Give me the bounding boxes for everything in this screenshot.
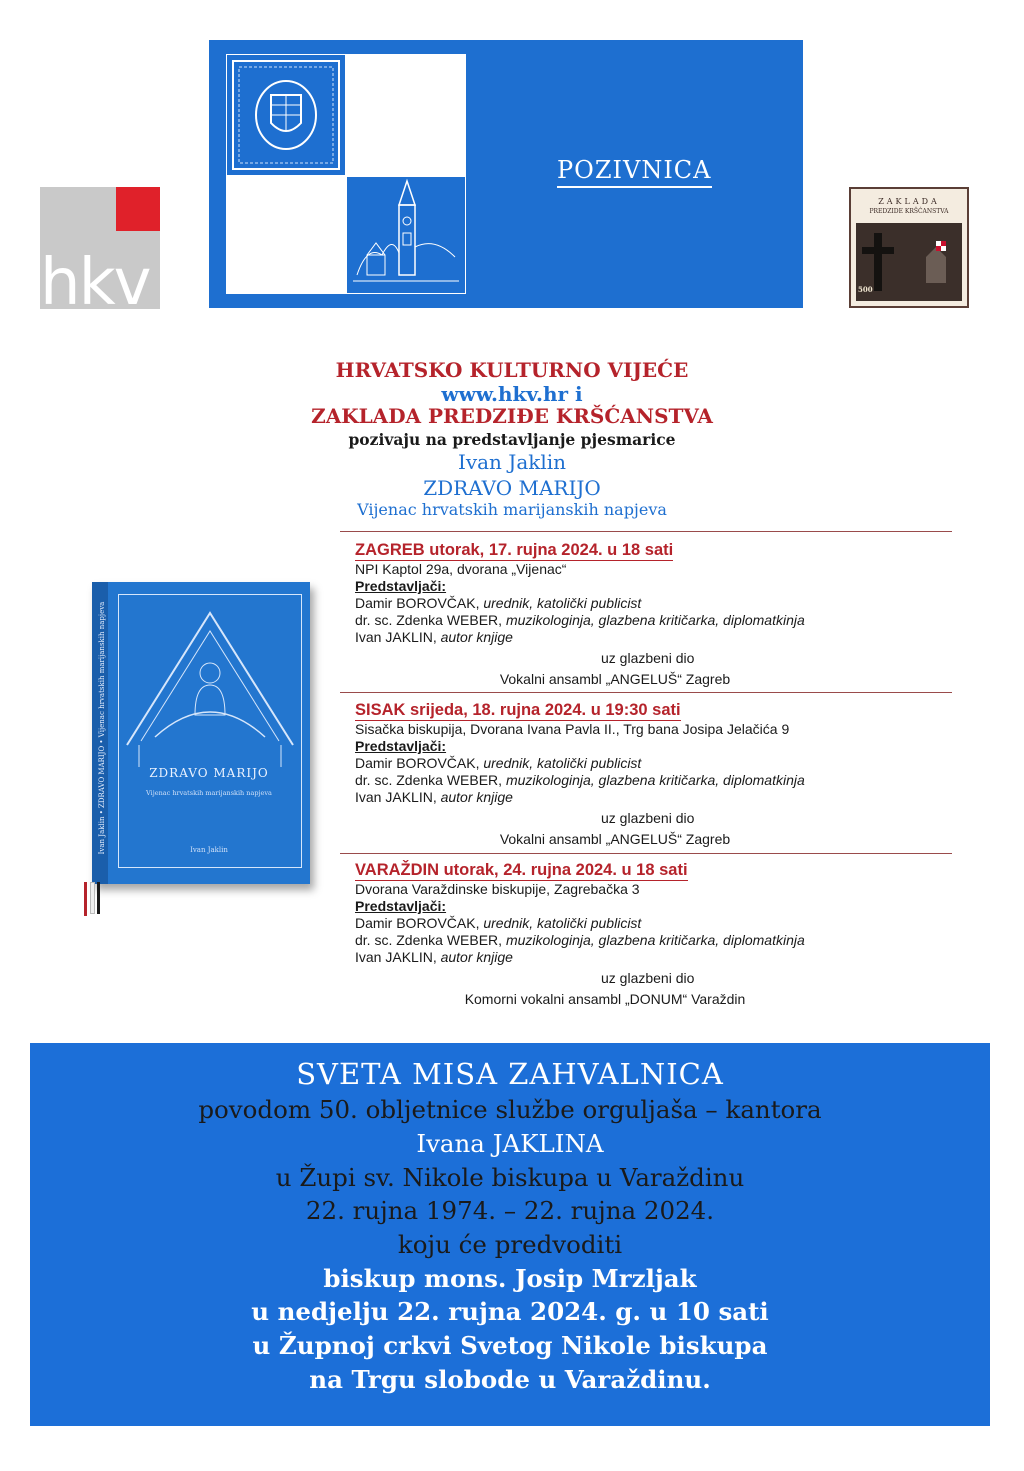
invitation-banner — [209, 40, 803, 308]
logo-red-square — [116, 187, 160, 231]
mass-line: koju će predvoditi — [397, 1230, 623, 1259]
stamp-subtitle: PREDZIDE KRŠĆANSTVA — [869, 208, 949, 215]
songbook-subtitle: Vijenac hrvatskih marijanskih napjeva — [357, 500, 667, 519]
book-cover-author: Ivan Jaklin — [190, 846, 228, 854]
event-venue: NPI Kaptol 29a, dvorana „Vijenac“ — [355, 561, 567, 577]
event-title: VARAŽDIN utorak, 24. rujna 2024. u 18 sati — [355, 861, 688, 879]
stamp-value: 500 — [858, 285, 873, 294]
presenter: Damir BOROVČAK, urednik, katolički publicist — [355, 595, 642, 611]
organizer-1: HRVATSKO KULTURNO VIJEĆE — [335, 358, 689, 382]
ensemble: Komorni vokalni ansambl „DONUM“ Varaždin — [464, 991, 746, 1007]
organizer-2: ZAKLADA PREDZIĐE KRŠĆANSTVA — [311, 404, 713, 428]
presenter: Damir BOROVČAK, urednik, katolički publicist — [355, 915, 642, 931]
foundation-stamp — [849, 187, 969, 308]
presenters-label: Predstavljači: — [355, 898, 447, 914]
bookmark-ribbon — [84, 882, 87, 916]
presenter: dr. sc. Zdenka WEBER, muzikologinja, glazbena kritičarka, diplomatkinja — [355, 612, 805, 628]
church-tower-tile — [346, 176, 466, 294]
presenter: Ivan JAKLIN, autor knjige — [355, 629, 513, 645]
stamp-title: ZAKLADA — [878, 197, 940, 206]
mass-line: u nedjelju 22. rujna 2024. g. u 10 sati — [251, 1297, 769, 1326]
event-sisak — [355, 701, 955, 848]
songbook-title: ZDRAVO MARIJO — [423, 476, 601, 500]
mass-line: 22. rujna 1974. – 22. rujna 2024. — [305, 1196, 715, 1225]
white-tile — [346, 54, 466, 176]
presenter: Ivan JAKLIN, autor knjige — [355, 949, 513, 965]
presenter: dr. sc. Zdenka WEBER, muzikologinja, glazbena kritičarka, diplomatkinja — [355, 932, 805, 948]
ensemble: Vokalni ansambl „ANGELUŠ“ Zagreb — [499, 671, 731, 687]
author-name: Ivan Jaklin — [457, 450, 567, 474]
event-venue: Dvorana Varaždinske biskupije, Zagrebačka 3 — [355, 881, 640, 897]
divider — [340, 692, 952, 693]
mass-line: u Župnoj crkvi Svetog Nikole biskupa — [252, 1331, 768, 1360]
thanksgiving-mass-block — [30, 1043, 990, 1426]
mass-line: Ivana JAKLINA — [416, 1129, 604, 1158]
book-cover — [92, 582, 310, 884]
hkv-logo-text: hkv — [40, 246, 150, 320]
presenter: Ivan JAKLIN, autor knjige — [355, 789, 513, 805]
event-venue: Sisačka biskupija, Dvorana Ivana Pavla II., Trg bana Josipa Jelačića 9 — [355, 721, 790, 737]
presenter: Damir BOROVČAK, urednik, katolički publicist — [355, 755, 642, 771]
music-label: uz glazbeni dio — [601, 970, 695, 986]
divider — [340, 853, 952, 854]
coat-of-arms-tile — [226, 54, 346, 176]
event-zagreb — [355, 541, 955, 688]
event-title: SISAK srijeda, 18. rujna 2024. u 19:30 sati — [355, 701, 681, 719]
book-cover-title: ZDRAVO MARIJO — [149, 766, 269, 780]
invitation-heading: POZIVNICA — [557, 156, 712, 188]
mass-line: na Trgu slobode u Varaždinu. — [309, 1365, 711, 1394]
coat-of-arms-icon — [227, 55, 345, 175]
mass-line: povodom 50. obljetnice službe orguljaša – kantora — [198, 1095, 822, 1124]
book-frame — [118, 594, 302, 868]
white-tile — [226, 176, 346, 294]
presenters-label: Predstavljači: — [355, 738, 447, 754]
book-spine-text: Ivan Jaklin • ZDRAVO MARIJO • Vijenac hrvatskih marijanskih napjeva — [98, 601, 106, 855]
book-cover-subtitle: Vijenac hrvatskih marijanskih napjeva — [146, 789, 272, 797]
mass-line: u Župi sv. Nikole biskupa u Varaždinu — [275, 1163, 745, 1192]
presenters-label: Predstavljači: — [355, 578, 447, 594]
hkv-logo — [40, 187, 160, 320]
bookmark-ribbon — [97, 882, 100, 914]
gable-relief-icon — [119, 595, 301, 775]
bookmark-ribbon — [90, 882, 95, 914]
music-label: uz glazbeni dio — [601, 650, 695, 666]
event-varazdin — [355, 861, 955, 1008]
music-label: uz glazbeni dio — [601, 810, 695, 826]
event-title: ZAGREB utorak, 17. rujna 2024. u 18 sati — [355, 541, 674, 559]
ensemble: Vokalni ansambl „ANGELUŠ“ Zagreb — [499, 831, 731, 847]
divider — [340, 531, 952, 532]
mass-line: biskup mons. Josip Mrzljak — [323, 1264, 697, 1293]
presenter: dr. sc. Zdenka WEBER, muzikologinja, glazbena kritičarka, diplomatkinja — [355, 772, 805, 788]
invite-line: pozivaju na predstavljanje pjesmarice — [348, 430, 676, 449]
church-tower-icon — [347, 177, 465, 293]
mass-title: SVETA MISA ZAHVALNICA — [296, 1057, 724, 1091]
website-link: www.hkv.hr i — [441, 382, 583, 406]
